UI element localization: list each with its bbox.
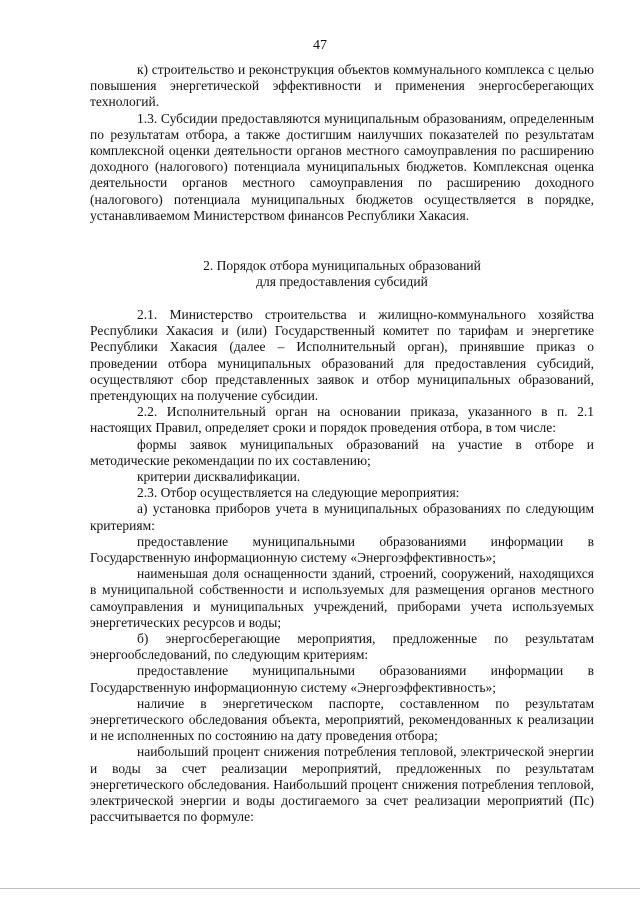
page-bottom-edge: [0, 888, 640, 889]
paragraph-2-3: 2.3. Отбор осуществляется на следующие мероприятия:: [137, 485, 460, 501]
page-number: 47: [313, 38, 327, 53]
paragraph-b: б) энергосберегающие мероприятия, предложенные по результатам энергообследований, по следующим критериям:: [90, 631, 594, 663]
paragraph-b-2: наличие в энергетическом паспорте, составленном по результатам энергетического обследования объекта, мероприятий, рекомендованных к реализации и не исполненных по состоянию на дату проведения отбора;: [90, 695, 594, 744]
paragraph-2-2: 2.2. Исполнительный орган на основании приказа, указанного в п. 2.1 настоящих Правил, определяет сроки и порядок проведения отбора, в том числе:: [90, 404, 594, 436]
paragraph-a-2: наименьшая доля оснащенности зданий, строений, сооружений, находящихся в муниципальной собственности и используемых для размещения органов местного самоуправления и муниципальных учреждений, приборами учета используемых энергетических ресурсов и воды;: [90, 566, 594, 630]
section-1-tail: [90, 62, 594, 224]
section-2-heading: [90, 258, 594, 290]
paragraph-k: к) строительство и реконструкция объектов коммунального комплекса с целью повышения энергетической эффективности и применения энергосберегающих технологий.: [90, 62, 594, 110]
paragraph-b-1: предоставление муниципальными образованиями информации в Государственную информационную систему «Энергоэффективность»;: [90, 663, 594, 695]
paragraph-1-3: 1.3. Субсидии предоставляются муниципальным образованиям, определенным по результатам отбора, а также достигшим наилучших показателей по результатам комплексной оценки деятельности органов местного самоуправления по расширению доходного (налогового) потенциала муниципальных бюджетов. Комплексная оценка деятельности органов местного самоуправления по расширению доходного (налогового) потенциала муниципальных бюджетов осуществляется в порядке, устанавливаемом Министерством финансов Республики Хакасия.: [90, 110, 594, 223]
paragraph-a-1: предоставление муниципальными образованиями информации в Государственную информационную систему «Энергоэффективность»;: [90, 533, 594, 566]
paragraph-2-1: 2.1. Министерство строительства и жилищно-коммунального хозяйства Республики Хакасия и (или) Государственный комитет по тарифам и энергетике Республики Хакасия (далее – Исполнительный орган), принявшие приказ о проведении отбора муниципальных образований для предоставления субсидий, осуществляют сбор представленных заявок и отбор муниципальных образований, претендующих на получение субсидии.: [90, 307, 594, 404]
paragraph-a: а) установка приборов учета в муниципальных образованиях по следующим критериям:: [90, 501, 594, 533]
section-2-body: [90, 307, 594, 826]
heading-line-2: для предоставления субсидий: [256, 274, 428, 290]
paragraph-criteria: критерии дисквалификации.: [137, 469, 301, 485]
heading-line-1: 2. Порядок отбора муниципальных образований: [203, 258, 481, 273]
paragraph-b-3: наибольший процент снижения потребления тепловой, электрической энергии и воды за счет реализации мероприятий, предложенных по результатам энергетического обследования. Наибольший процент снижения потребления тепловой, электрической энергии и воды достигаемого за счет реализации мероприятий (Пс) рассчитывается по формуле:: [90, 744, 594, 825]
paragraph-forms: формы заявок муниципальных образований на участие в отборе и методические рекомендации по их составлению;: [90, 436, 594, 468]
